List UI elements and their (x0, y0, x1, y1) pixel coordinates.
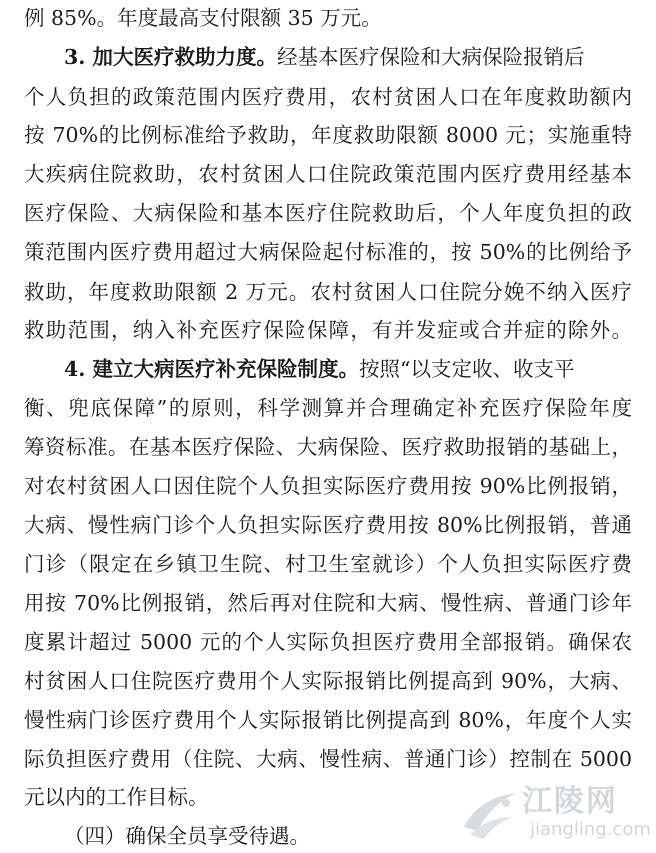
text-line-19: 慢性病门诊医疗费用个人实际报销比例提高到 80%，年度个人实 (24, 708, 632, 732)
text-line-17: 度累计超过 5000 元的个人实际负担医疗费用全部报销。确保农 (24, 630, 632, 654)
watermark-title: 江陵网 (522, 784, 618, 819)
text-line-9: 救助范围，纳入补充医疗保险保障，有并发症或合并症的除外。 (24, 318, 632, 342)
section-heading-4: 4. 建立大病医疗补充保险制度。 (64, 357, 360, 381)
text-line-5: 大疾病住院救助，农村贫困人口住院政策范围内医疗费用经基本 (24, 162, 632, 186)
text-line-14: 大病、慢性病门诊个人负担实际医疗费用按 80%比例报销，普通 (24, 513, 632, 537)
section-4-lead-text: 按照“以支定收、收支平 (359, 357, 575, 381)
site-watermark (460, 783, 650, 845)
section-3-lead-text: 经基本医疗保险和大病保险报销后 (277, 45, 585, 69)
text-line-13: 对农村贫困人口因住院个人负担实际医疗费用按 90%比例报销， (24, 474, 632, 498)
text-line-3: 个人负担的政策范围内医疗费用，农村贫困人口在年度救助额内 (24, 85, 632, 109)
text-line-12: 筹资标准。在基本医疗保险、大病保险、医疗救助报销的基础上， (24, 435, 632, 459)
text-line-18: 村贫困人口住院医疗费用个人实际报销比例提高到 90%，大病、 (24, 669, 632, 693)
text-line-16: 用按 70%比例报销，然后再对住院和大病、慢性病、普通门诊年 (24, 591, 632, 615)
text-line-6: 医疗保险、大病保险和基本医疗住院救助后，个人年度负担的政 (24, 201, 632, 225)
text-line-8: 救助，年度救助限额 2 万元。农村贫困人口住院分娩不纳入医疗 (24, 280, 632, 304)
text-line-2 (64, 40, 632, 74)
text-line-1: 例 85%。年度最高支付限额 35 万元。 (24, 6, 382, 30)
text-line-10 (64, 352, 632, 386)
watermark-url: jiangling.com (530, 819, 651, 840)
jiangling-swoosh-logo-icon (460, 787, 520, 841)
text-line-20: 际负担医疗费用（住院、大病、慢性病、普通门诊）控制在 5000 (24, 747, 632, 771)
section-heading-3: 3. 加大医疗救助力度。 (64, 45, 278, 69)
subsection-heading-4: （四）确保全员享受待遇。 (64, 824, 310, 848)
text-line-11: 衡、兜底保障”的原则，科学测算并合理确定补充医疗保险年度 (24, 396, 632, 420)
text-line-21: 元以内的工作目标。 (24, 785, 209, 809)
text-line-4: 按 70%的比例标准给予救助，年度救助限额 8000 元；实施重特 (24, 123, 632, 147)
text-line-15: 门诊（限定在乡镇卫生院、村卫生室就诊）个人负担实际医疗费 (24, 552, 632, 576)
text-line-7: 策范围内医疗费用超过大病保险起付标准的，按 50%的比例给予 (24, 240, 632, 264)
